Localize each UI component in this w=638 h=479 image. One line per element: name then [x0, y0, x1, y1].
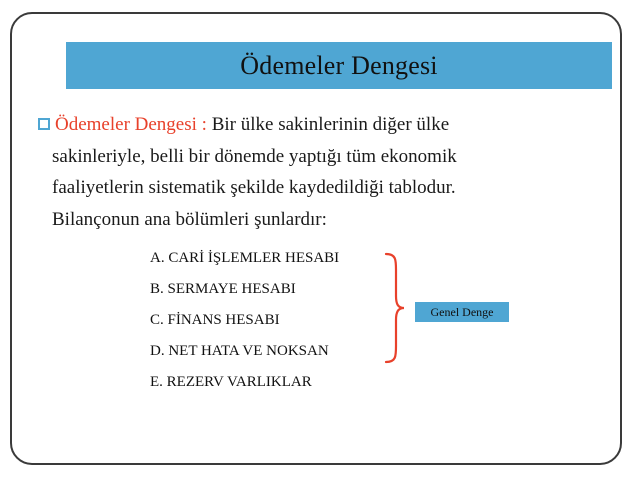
list-item: B. SERMAYE HESABI — [150, 281, 296, 297]
general-balance-label: Genel Denge — [430, 304, 494, 319]
list-item: C. FİNANS HESABI — [150, 312, 280, 328]
definition-paragraph — [38, 109, 604, 235]
right-curly-brace-icon — [384, 252, 406, 364]
title-bar — [66, 42, 612, 89]
line-1 — [38, 114, 449, 135]
line-2: sakinleriyle, belli bir dönemde yaptığı tüm ekonomik — [52, 145, 457, 167]
line-3: faaliyetlerin sistematik şekilde kaydedildiği tablodur. — [52, 177, 456, 198]
list-item: E. REZERV VARLIKLAR — [150, 374, 312, 390]
general-balance-note — [415, 302, 509, 322]
checkbox-bullet-icon — [38, 118, 50, 130]
line-1-text: Bir ülke sakinlerinin diğer ülke — [211, 114, 450, 135]
term-lead: Ödemeler Dengesi : — [55, 114, 207, 135]
list-item: D. NET HATA VE NOKSAN — [150, 343, 329, 359]
list-item: A. CARİ İŞLEMLER HESABI — [150, 250, 340, 266]
line-4: Bilançonun ana bölümleri şunlardır: — [52, 208, 327, 230]
slide-title: Ödemeler Dengesi — [240, 50, 438, 80]
